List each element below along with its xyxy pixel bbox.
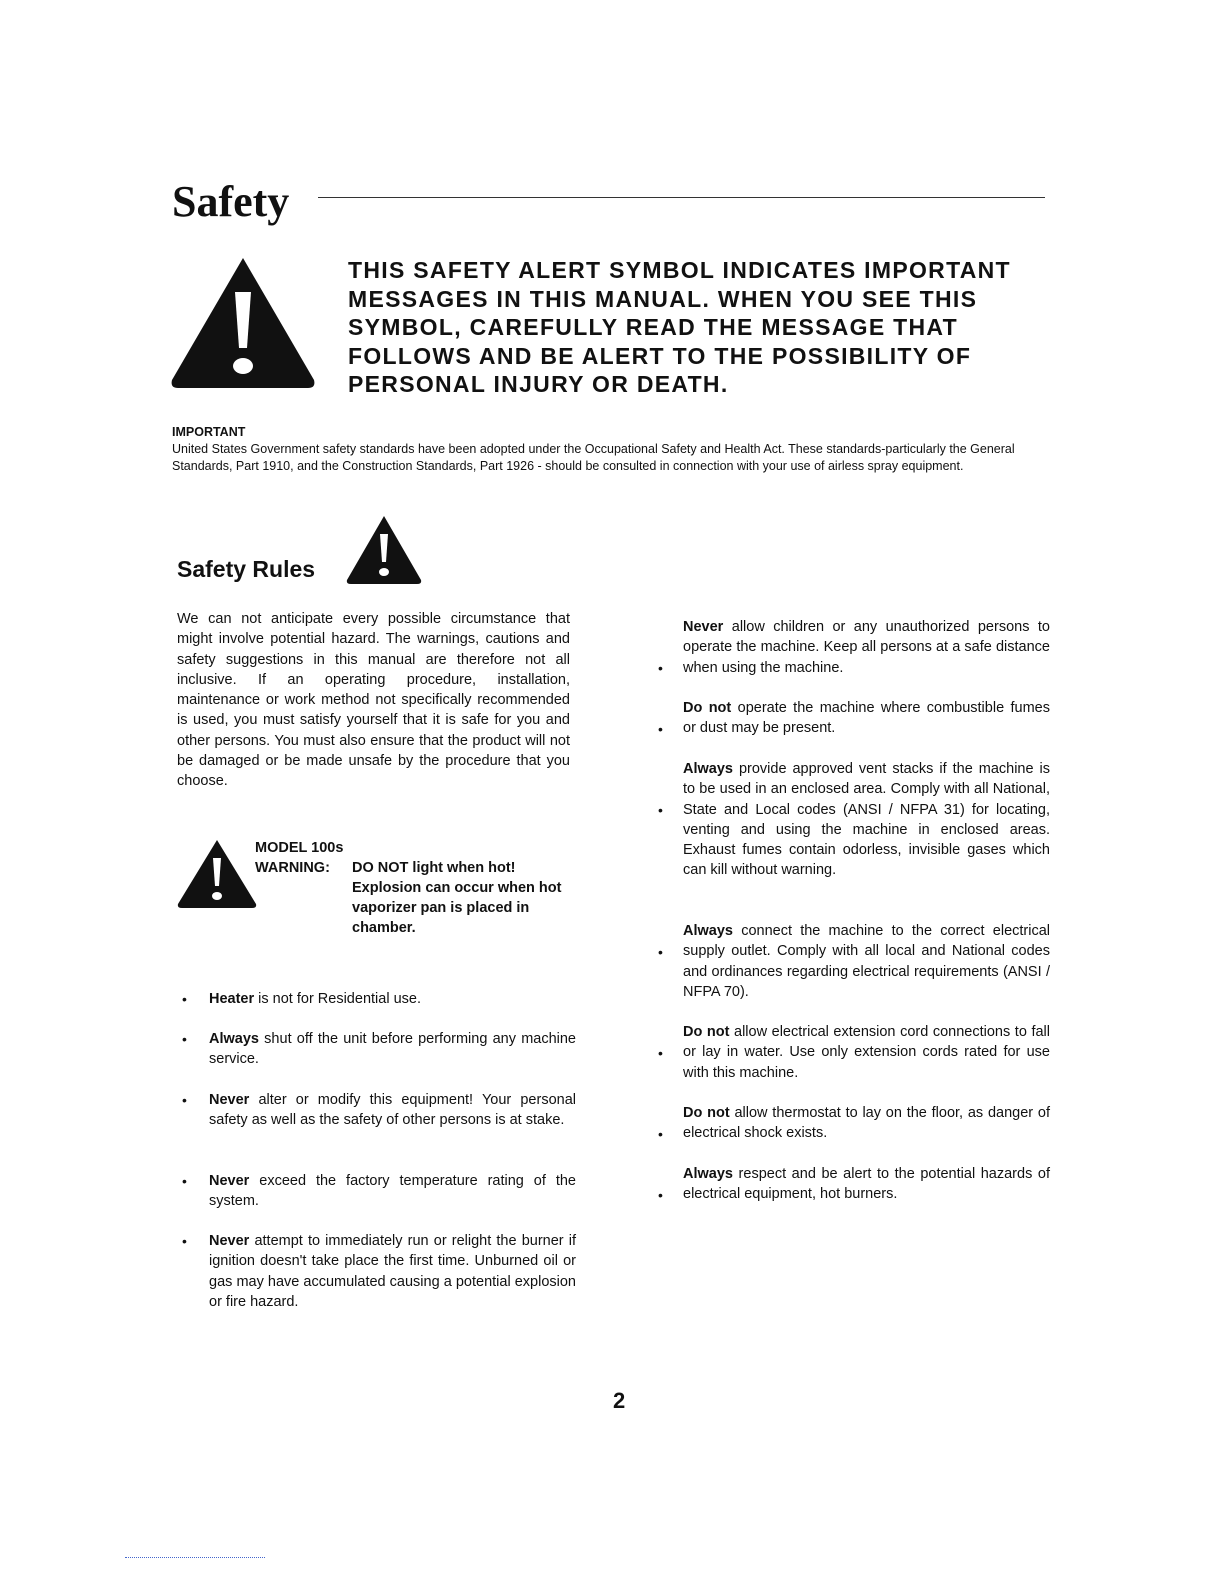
item-text: is not for Residential use. — [254, 991, 421, 1007]
item-lead: Never — [209, 1173, 250, 1189]
list-item — [658, 1022, 1051, 1083]
safety-rules-intro: We can not anticipate every possible circumstance that might involve potential hazard. The warnings, cautions and safety suggestions in this manual are therefore not all inclusive. If an operating procedure, installation, maintenance or work method not specifically recommended is used, you must satisfy yourself that it is safe for you and other persons. You must also ensure that the product will not be damaged or be made unsafe by the procedure that you choose. — [177, 611, 570, 790]
item-lead: Never — [683, 619, 724, 635]
list-item — [658, 1103, 1051, 1144]
bullet-icon: • — [182, 1173, 187, 1189]
item-text: exceed the factory temperature rating of the system. — [209, 1173, 576, 1210]
list-item — [658, 921, 1050, 1002]
model-label: MODEL 100s — [255, 840, 344, 856]
list-item — [658, 1164, 1050, 1205]
item-lead: Heater — [209, 991, 255, 1007]
item-text: alter or modify this equipment! Your personal safety as well as the safety of other persons is at stake. — [209, 1092, 576, 1129]
item-lead: Never — [209, 1233, 250, 1249]
item-text: allow children or any unauthorized persons to operate the machine. Keep all persons at a safe distance when using the machine. — [683, 619, 1050, 676]
bullet-icon: • — [658, 1187, 663, 1203]
list-item — [182, 1090, 576, 1131]
page-number: 2 — [613, 1388, 626, 1413]
alert-message: THIS SAFETY ALERT SYMBOL INDICATES IMPORTANT MESSAGES IN THIS MANUAL. WHEN YOU SEE THIS SYMBOL, CAREFULLY READ THE MESSAGE THAT FOLLOWS AND BE ALERT TO THE POSSIBILITY OF PERSONAL INJURY OR DEATH. — [348, 257, 1011, 397]
bullet-icon: • — [658, 802, 663, 818]
bullet-icon: • — [182, 1092, 187, 1108]
list-item — [182, 1029, 576, 1070]
item-text: provide approved vent stacks if the machine is to be used in an enclosed area. Comply with all National, State and Local codes (ANSI / NFPA 31) for locating, venting and using the machine in enclosed areas. Exhaust fumes contain odorless, invisible gases which can kill without warning. — [683, 761, 1050, 879]
safety-alert-icon — [168, 252, 318, 392]
item-text: attempt to immediately run or relight the burner if ignition doesn't take place the first time. Unburned oil or gas may have accumulated causing a potential explosion or fire hazard. — [209, 1233, 576, 1310]
item-text: allow electrical extension cord connections to fall or lay in water. Use only extension cords rated for use with this machine. — [683, 1024, 1051, 1081]
item-lead: Always — [683, 761, 733, 777]
item-lead: Always — [209, 1031, 259, 1047]
item-lead: Do not — [683, 700, 732, 716]
item-text: allow thermostat to lay on the floor, as danger of electrical shock exists. — [683, 1105, 1051, 1142]
item-text: operate the machine where combustible fumes or dust may be present. — [683, 700, 1050, 737]
warning-label: WARNING: — [255, 860, 330, 876]
list-item — [658, 617, 1050, 678]
bullet-icon: • — [658, 721, 663, 737]
list-item — [182, 1171, 576, 1212]
item-text: shut off the unit before performing any machine service. — [209, 1031, 576, 1068]
list-item — [658, 698, 1050, 739]
important-text: United States Government safety standards have been adopted under the Occupational Safety and Health Act. These standards-particularly the General Standards, Part 1910, and the Construction Standards, Part 1926 - should be consulted in connection with your use of airless spray equipment. — [172, 442, 1015, 473]
model-warning — [255, 838, 572, 938]
list-item — [182, 989, 576, 1009]
bullet-icon: • — [182, 991, 187, 1007]
list-item — [658, 759, 1050, 881]
bullet-icon: • — [182, 1233, 187, 1249]
important-note — [172, 424, 1052, 475]
item-text: connect the machine to the correct electrical supply outlet. Comply with all local and National codes and ordinances regarding electrical requirements (ANSI / NFPA 70). — [683, 923, 1050, 1000]
bullet-icon: • — [658, 1045, 663, 1061]
warning-icon — [176, 838, 258, 910]
warning-line2: Explosion can occur when hot vaporizer pan is placed in chamber. — [352, 880, 562, 936]
bullet-icon: • — [658, 944, 663, 960]
title-rule — [318, 197, 1045, 198]
bullet-icon: • — [182, 1031, 187, 1047]
page-title: Safety — [172, 177, 290, 226]
safety-alert-icon — [345, 514, 423, 586]
bullet-icon: • — [658, 660, 663, 676]
item-lead: Always — [683, 923, 733, 939]
item-lead: Do not — [683, 1105, 730, 1121]
dotted-line — [125, 1557, 265, 1559]
item-lead: Do not — [683, 1024, 730, 1040]
item-lead: Never — [209, 1092, 250, 1108]
safety-rules-heading: Safety Rules — [177, 556, 316, 582]
item-lead: Always — [683, 1166, 733, 1182]
important-heading: IMPORTANT — [172, 425, 246, 439]
bullet-icon: • — [658, 1126, 663, 1142]
warning-line1: DO NOT light when hot! — [352, 860, 516, 876]
item-text: respect and be alert to the potential hazards of electrical equipment, hot burners. — [683, 1166, 1050, 1203]
list-item — [182, 1231, 576, 1312]
